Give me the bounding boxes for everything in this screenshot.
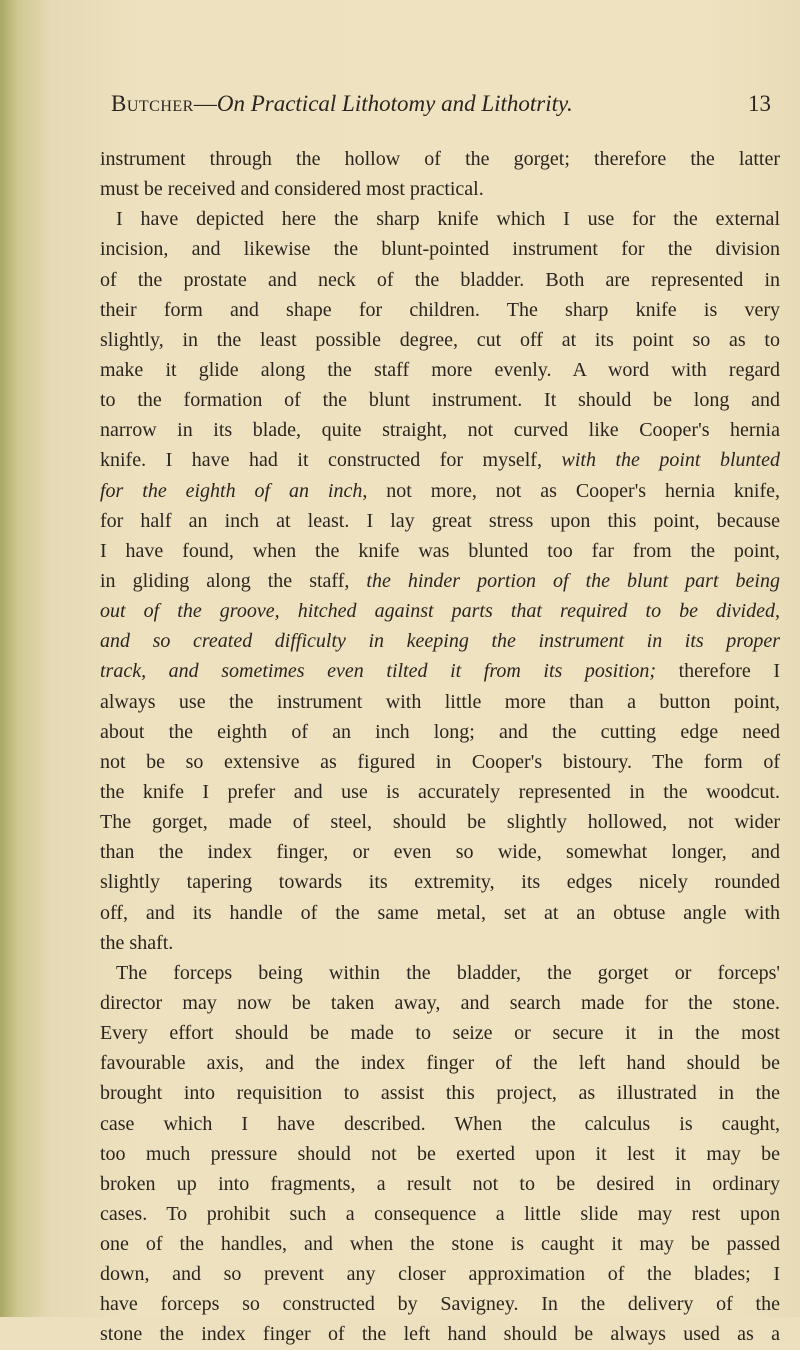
text-line: [100, 717, 780, 747]
text-segment: director may now be taken away, and search made for the stone.: [100, 991, 780, 1014]
text-segment: case which I have described. When the calculus is caught,: [100, 1112, 780, 1135]
text-line: [100, 144, 780, 174]
text-line: [100, 385, 780, 415]
text-segment: about the eighth of an inch long; and the cutting edge need: [100, 720, 780, 743]
text-segment: I have found, when the knife was blunted too far from the point,: [100, 539, 780, 562]
text-line: [100, 656, 780, 686]
text-line: [100, 867, 780, 897]
text-line: [100, 445, 780, 475]
text-line: [100, 898, 780, 928]
text-line: [100, 476, 780, 506]
text-line: [100, 265, 780, 295]
text-line: [100, 988, 780, 1018]
text-segment: knife. I have had it constructed for myself,: [100, 449, 562, 472]
text-line: [100, 234, 780, 264]
text-line: [100, 687, 780, 717]
text-segment: of the prostate and neck of the bladder. Both are represented in: [100, 268, 780, 291]
text-segment: I have depicted here the sharp knife which I use for the external: [116, 208, 780, 231]
text-line: [100, 1259, 780, 1289]
text-line: [100, 295, 780, 325]
text-line: [100, 1169, 780, 1199]
text-line: [100, 1229, 780, 1259]
text-line: [100, 1289, 780, 1319]
running-head: [111, 91, 573, 117]
text-segment: the knife I prefer and use is accurately represented in the woodcut.: [100, 780, 780, 803]
text-line: [100, 1018, 780, 1048]
text-segment: their form and shape for children. The sharp knife is very: [100, 298, 780, 321]
italic-segment: for the eighth of an inch: [100, 479, 363, 502]
text-line: [100, 1109, 780, 1139]
text-segment: down, and so prevent any closer approximation of the blades; I: [100, 1263, 780, 1286]
text-line: [100, 1048, 780, 1078]
body-text: [100, 144, 780, 1350]
header-separator: —: [193, 91, 217, 116]
text-segment: than the index finger, or even so wide, somewhat longer, and: [100, 841, 780, 864]
text-segment: incision, and likewise the blunt-pointed instrument for the division: [100, 238, 780, 261]
text-line: [100, 1078, 780, 1108]
italic-segment: with the point blunted: [561, 449, 780, 472]
text-segment: for half an inch at least. I lay great stress upon this point, because: [100, 509, 780, 532]
text-segment: slightly tapering towards its extremity, its edges nicely rounded: [100, 871, 780, 894]
text-line: [100, 325, 780, 355]
text-segment: must be received and considered most practical.: [100, 178, 484, 201]
italic-segment: track, and sometimes even tilted it from its position;: [100, 660, 656, 683]
text-segment: one of the handles, and when the stone is caught it may be passed: [100, 1233, 780, 1256]
text-line: [100, 1319, 780, 1349]
author-name: Butcher: [111, 91, 194, 116]
text-line: [100, 777, 780, 807]
text-segment: too much pressure should not be exerted upon it lest it may be: [100, 1142, 780, 1165]
text-line: [100, 747, 780, 777]
text-segment: have forceps so constructed by Savigney. In the delivery of the: [100, 1293, 780, 1316]
text-line: [100, 1139, 780, 1169]
page-number: 13: [748, 91, 771, 116]
text-line: [100, 536, 780, 566]
text-line: [100, 1199, 780, 1229]
text-line: [100, 807, 780, 837]
text-line: [100, 355, 780, 385]
text-segment: off, and its handle of the same metal, set at an obtuse angle with: [100, 901, 780, 924]
text-segment: narrow in its blade, quite straight, not curved like Cooper's hernia: [100, 419, 780, 442]
text-segment: slightly, in the least possible degree, cut off at its point so as to: [100, 328, 780, 351]
text-segment: , not more, not as Cooper's hernia knife,: [362, 479, 780, 502]
text-line: [100, 566, 780, 596]
text-segment: therefore I: [656, 660, 780, 683]
text-segment: Every effort should be made to seize or secure it in the most: [100, 1022, 780, 1045]
text-line: [100, 415, 780, 445]
text-segment: favourable axis, and the index finger of the left hand should be: [100, 1052, 780, 1075]
text-line: [100, 506, 780, 536]
text-segment: broken up into fragments, a result not to be desired in ordinary: [100, 1172, 780, 1195]
text-line: [100, 626, 780, 656]
text-line: [100, 204, 780, 234]
italic-segment: out of the groove, hitched against parts that required to be divided,: [100, 600, 780, 623]
text-segment: The gorget, made of steel, should be slightly hollowed, not wider: [100, 811, 780, 834]
text-segment: in gliding along the staff,: [100, 569, 367, 592]
text-segment: make it glide along the staff more evenly. A word with regard: [100, 358, 780, 381]
text-segment: brought into requisition to assist this project, as illustrated in the: [100, 1082, 780, 1105]
text-segment: The forceps being within the bladder, the gorget or forceps': [116, 961, 780, 984]
text-segment: cases. To prohibit such a consequence a little slide may rest upon: [100, 1202, 780, 1225]
text-line: [100, 174, 780, 204]
text-line: [100, 928, 780, 958]
text-line: [100, 837, 780, 867]
text-line: [100, 596, 780, 626]
text-segment: stone the index finger of the left hand should be always used as a: [100, 1323, 780, 1346]
text-line: [100, 958, 780, 988]
text-segment: not be so extensive as figured in Cooper's bistoury. The form of: [100, 750, 780, 773]
running-header: [111, 91, 771, 131]
chapter-title: On Practical Lithotomy and Lithotrity.: [216, 91, 573, 116]
text-segment: the shaft.: [100, 931, 174, 954]
text-segment: always use the instrument with little more than a button point,: [100, 690, 780, 713]
italic-segment: the hinder portion of the blunt part being: [366, 569, 780, 592]
text-segment: instrument through the hollow of the gorget; therefore the latter: [100, 148, 780, 170]
text-segment: to the formation of the blunt instrument. It should be long and: [100, 389, 780, 412]
italic-segment: and so created difficulty in keeping the instrument in its proper: [100, 630, 780, 653]
